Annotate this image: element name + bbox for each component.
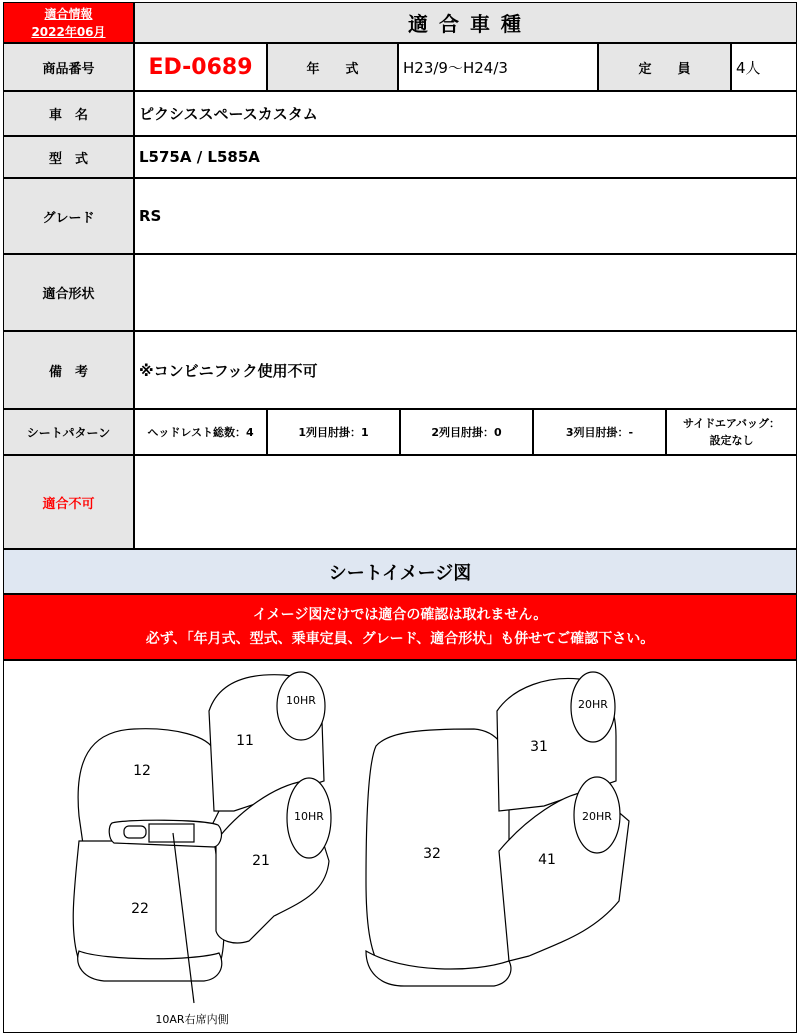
info-badge bbox=[3, 2, 134, 43]
armrest-pad bbox=[149, 824, 194, 842]
row1-armrest: 1列目肘掛：1 bbox=[267, 409, 400, 455]
label-32: 32 bbox=[423, 846, 441, 862]
car-name-label: 車 名 bbox=[3, 91, 134, 136]
label-hr10a: 10HR bbox=[286, 694, 316, 707]
label-hr20a: 20HR bbox=[578, 698, 608, 711]
seat-diagram-frame bbox=[3, 660, 797, 1033]
side-airbag-value: 設定なし bbox=[709, 434, 754, 447]
grade-label: グレード bbox=[3, 178, 134, 254]
capacity-label: 定 員 bbox=[598, 43, 731, 91]
label-hr10b: 10HR bbox=[294, 810, 324, 823]
shape-value bbox=[134, 254, 797, 331]
label-31: 31 bbox=[530, 739, 548, 755]
warning-banner bbox=[3, 594, 797, 660]
label-armrest: 10AR右席内側 bbox=[155, 1013, 229, 1026]
notes-label: 備 考 bbox=[3, 331, 134, 409]
product-no: ED-0689 bbox=[148, 54, 253, 80]
seat-pattern-label: シートパターン bbox=[3, 409, 134, 455]
warning-line-2: 必ず、「年月式、型式、乗車定員、グレード、適合形状」も併せてご確認下さい。 bbox=[145, 631, 655, 647]
unfit-label-cell bbox=[3, 455, 134, 549]
product-no-label: 商品番号 bbox=[3, 43, 134, 91]
warning-line-1: イメージ図だけでは適合の確認は取れません。 bbox=[252, 607, 548, 623]
capacity-value: 4人 bbox=[731, 43, 797, 91]
label-41: 41 bbox=[538, 852, 556, 868]
info-badge-title: 適合情報 bbox=[44, 6, 93, 21]
header-title: 適 合 車 種 bbox=[408, 12, 523, 36]
model-label: 型 式 bbox=[3, 136, 134, 178]
seat-image-title-cell bbox=[3, 549, 797, 594]
row2-armrest: 2列目肘掛：0 bbox=[400, 409, 533, 455]
side-airbag-label: サイドエアバッグ： bbox=[683, 417, 780, 430]
product-no-cell bbox=[134, 43, 267, 91]
headrest-count: ヘッドレスト総数：4 bbox=[134, 409, 267, 455]
header-title-cell bbox=[134, 2, 797, 43]
label-22: 22 bbox=[131, 901, 149, 917]
notes-value: ※コンビニフック使用不可 bbox=[134, 331, 797, 409]
model-value: L575A / L585A bbox=[134, 136, 797, 178]
seat-image-title: シートイメージ図 bbox=[328, 562, 472, 584]
label-hr20b: 20HR bbox=[582, 810, 612, 823]
row3-armrest: 3列目肘掛：- bbox=[533, 409, 666, 455]
shape-label: 適合形状 bbox=[3, 254, 134, 331]
seat-diagram bbox=[4, 661, 796, 1032]
grade-value: RS bbox=[134, 178, 797, 254]
year-value: H23/9〜H24/3 bbox=[398, 43, 598, 91]
info-badge-date: 2022年06月 bbox=[31, 24, 106, 39]
unfit-label: 適合不可 bbox=[42, 496, 95, 512]
armrest-slot bbox=[124, 826, 146, 838]
label-21: 21 bbox=[252, 853, 270, 869]
year-label: 年 式 bbox=[267, 43, 398, 91]
side-airbag bbox=[666, 409, 797, 455]
label-11: 11 bbox=[236, 733, 254, 749]
car-name-value: ピクシススペースカスタム bbox=[134, 91, 797, 136]
unfit-value bbox=[134, 455, 797, 549]
label-12: 12 bbox=[133, 763, 151, 779]
